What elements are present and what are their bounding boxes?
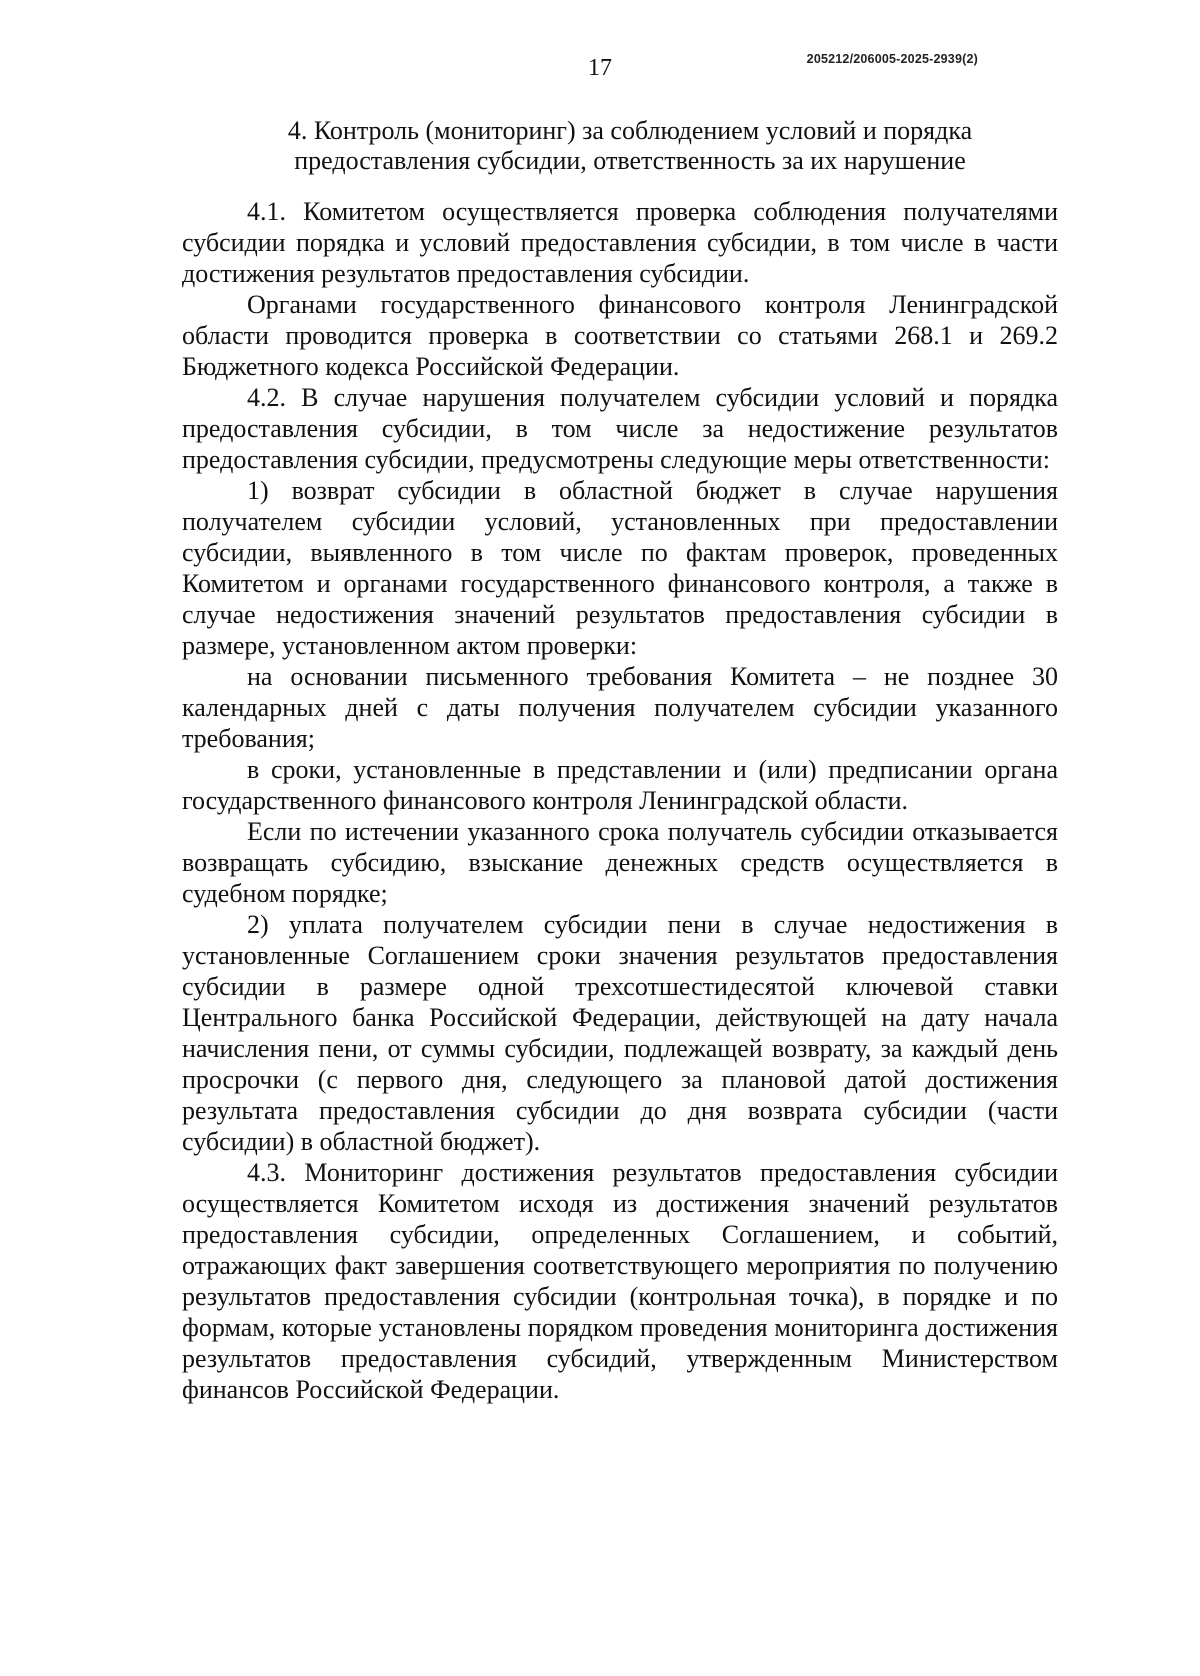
paragraph-terms: в сроки, установленные в представлении и (или) предписании органа государственного финансового контроля Ленинградской области. xyxy=(182,755,1058,815)
page-number: 17 xyxy=(588,55,612,81)
paragraph-item-1: 1) возврат субсидии в областной бюджет в случае нарушения получателем субсидии условий, установленных при предоставлении субсидии, выявленного в том числе по фактам проверок, проведенных Комитетом и органами государственного финансового контроля, а также в случае недостижения значений результатов предоставления субсидии в размере, установленном актом проверки: xyxy=(182,476,1058,660)
paragraph-4-1: 4.1. Комитетом осуществляется проверка соблюдения получателями субсидии порядка и условий предоставления субсидии, в том числе в части достижения результатов предоставления субсидии. xyxy=(182,197,1058,288)
paragraph-court-recovery: Если по истечении указанного срока получатель субсидии отказывается возвращать субсидию, взыскание денежных средств осуществляется в судебном порядке; xyxy=(182,817,1058,908)
document-body xyxy=(182,196,1058,1405)
paragraph-item-2: 2) уплата получателем субсидии пени в случае недостижения в установленные Соглашением сроки значения результатов предоставления субсидии в размере одной трехсотшестидесятой ключевой ставки Центрального банка Российской Федерации, действующей на дату начала начисления пени, от суммы субсидии, подлежащей возврату, за каждый день просрочки (с первого дня, следующего за плановой датой достижения результата предоставления субсидии до дня возврата субсидии (части субсидии) в областной бюджет). xyxy=(182,910,1058,1156)
document-code: 205212/206005-2025-2939(2) xyxy=(806,52,978,66)
section-title-line-2: предоставления субсидии, ответственность за их нарушение xyxy=(294,146,966,175)
paragraph-4-3: 4.3. Мониторинг достижения результатов предоставления субсидии осуществляется Комитетом исходя из достижения значений результатов предоставления субсидии, определенных Соглашением, и событий, отражающих факт завершения соответствующего мероприятия по получению результатов предоставления субсидии (контрольная точка), в порядке и по формам, которые установлены порядком проведения мониторинга достижения результатов предоставления субсидий, утвержденным Министерством финансов Российской Федерации. xyxy=(182,1158,1058,1404)
section-title xyxy=(180,116,1080,176)
paragraph-4-2: 4.2. В случае нарушения получателем субсидии условий и порядка предоставления субсидии, в том числе за недостижение результатов предоставления субсидии, предусмотрены следующие меры ответственности: xyxy=(182,383,1058,474)
paragraph-written-requirement: на основании письменного требования Комитета – не позднее 30 календарных дней с даты получения получателем субсидии указанного требования; xyxy=(182,662,1058,753)
section-title-line-1: 4. Контроль (мониторинг) за соблюдением условий и порядка xyxy=(287,116,973,145)
paragraph-control-bodies: Органами государственного финансового контроля Ленинградской области проводится проверка в соответствии со статьями 268.1 и 269.2 Бюджетного кодекса Российской Федерации. xyxy=(182,290,1058,381)
